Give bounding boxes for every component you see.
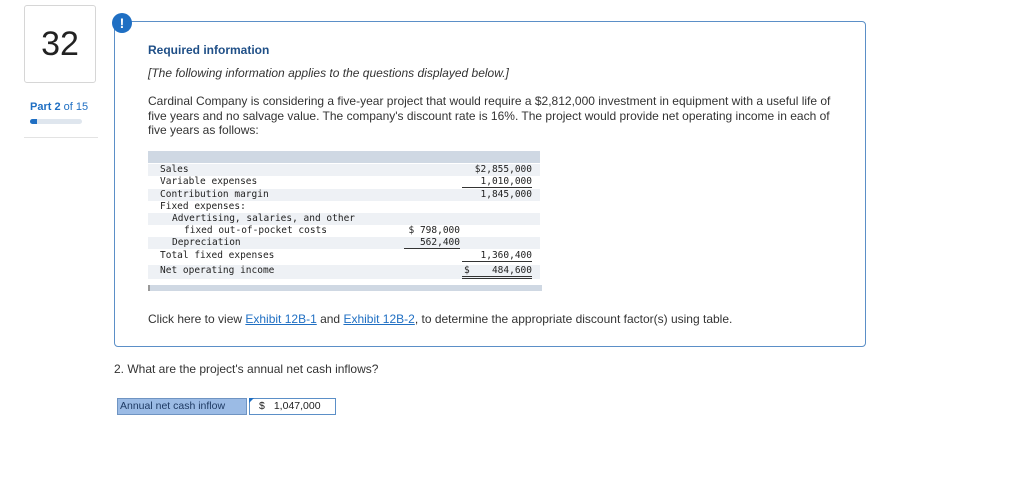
table-header-bar bbox=[148, 151, 540, 163]
table-footer-bar bbox=[148, 285, 542, 291]
row-label: Sales bbox=[160, 164, 189, 175]
row-total: 1,010,000 bbox=[462, 176, 532, 188]
click-and: and bbox=[316, 312, 344, 326]
required-information-subtitle: [The following information applies to the questions displayed below.] bbox=[148, 66, 509, 80]
table-row-fixed-header bbox=[148, 201, 540, 213]
table-row-sales bbox=[148, 164, 540, 176]
part-progress-bar bbox=[30, 119, 82, 124]
table-row-out-of-pocket bbox=[148, 225, 540, 237]
part-indicator bbox=[30, 101, 88, 113]
exhibit-12b-1-link[interactable]: Exhibit 12B-1 bbox=[245, 312, 317, 326]
table-row-net-operating-income bbox=[148, 265, 540, 279]
row-label: Advertising, salaries, and other bbox=[172, 213, 356, 224]
answer-row bbox=[117, 398, 336, 415]
row-total: 1,360,400 bbox=[462, 250, 532, 262]
row-total-value: 484,600 bbox=[491, 265, 532, 276]
table-row-advertising bbox=[148, 213, 540, 225]
table-row-total-fixed bbox=[148, 250, 540, 262]
annual-net-cash-inflow-input[interactable] bbox=[249, 398, 336, 415]
row-label: Contribution margin bbox=[160, 189, 269, 200]
problem-description: Cardinal Company is considering a five-year project that would require a $2,812,000 investment in equipment with a useful life of five years and no salvage value. The company's discount rate is 16%. The project would provide net operating income in each of five years as follows: bbox=[148, 94, 831, 137]
alert-icon: ! bbox=[112, 13, 132, 33]
row-currency: $ bbox=[464, 265, 470, 276]
row-total bbox=[462, 265, 532, 279]
row-amount: $ 798,000 bbox=[408, 225, 460, 236]
sidebar-divider bbox=[24, 137, 98, 138]
part-progress-fill bbox=[30, 119, 37, 124]
row-label: Variable expenses bbox=[160, 176, 258, 187]
row-label: Depreciation bbox=[172, 237, 241, 248]
input-corner-marker bbox=[249, 398, 254, 403]
part-label: Part 2 bbox=[30, 101, 61, 113]
exhibit-12b-2-link[interactable]: Exhibit 12B-2 bbox=[343, 312, 415, 326]
exhibit-instructions bbox=[148, 312, 732, 326]
row-total: 1,845,000 bbox=[480, 189, 532, 200]
row-label: Total fixed expenses bbox=[160, 250, 275, 261]
row-total: $2,855,000 bbox=[474, 164, 532, 175]
currency-symbol: $ bbox=[259, 400, 265, 412]
question-number: 32 bbox=[24, 5, 96, 83]
row-amount: 562,400 bbox=[404, 237, 460, 249]
required-information-box bbox=[114, 21, 866, 347]
click-prefix: Click here to view bbox=[148, 312, 246, 326]
part-of: of 15 bbox=[63, 101, 89, 113]
row-label: fixed out-of-pocket costs bbox=[184, 225, 327, 236]
answer-label: Annual net cash inflow bbox=[117, 398, 247, 415]
income-statement-table bbox=[148, 151, 540, 291]
row-label: Fixed expenses: bbox=[160, 201, 246, 212]
row-label: Net operating income bbox=[160, 265, 275, 276]
table-row-contribution-margin bbox=[148, 189, 540, 201]
required-information-title: Required information bbox=[148, 43, 270, 57]
click-suffix: , to determine the appropriate discount factor(s) using table. bbox=[414, 312, 733, 326]
question-text: 2. What are the project's annual net cash inflows? bbox=[114, 362, 379, 376]
table-row-depreciation bbox=[148, 237, 540, 249]
answer-value: 1,047,000 bbox=[273, 400, 321, 412]
table-row-variable-expenses bbox=[148, 176, 540, 188]
